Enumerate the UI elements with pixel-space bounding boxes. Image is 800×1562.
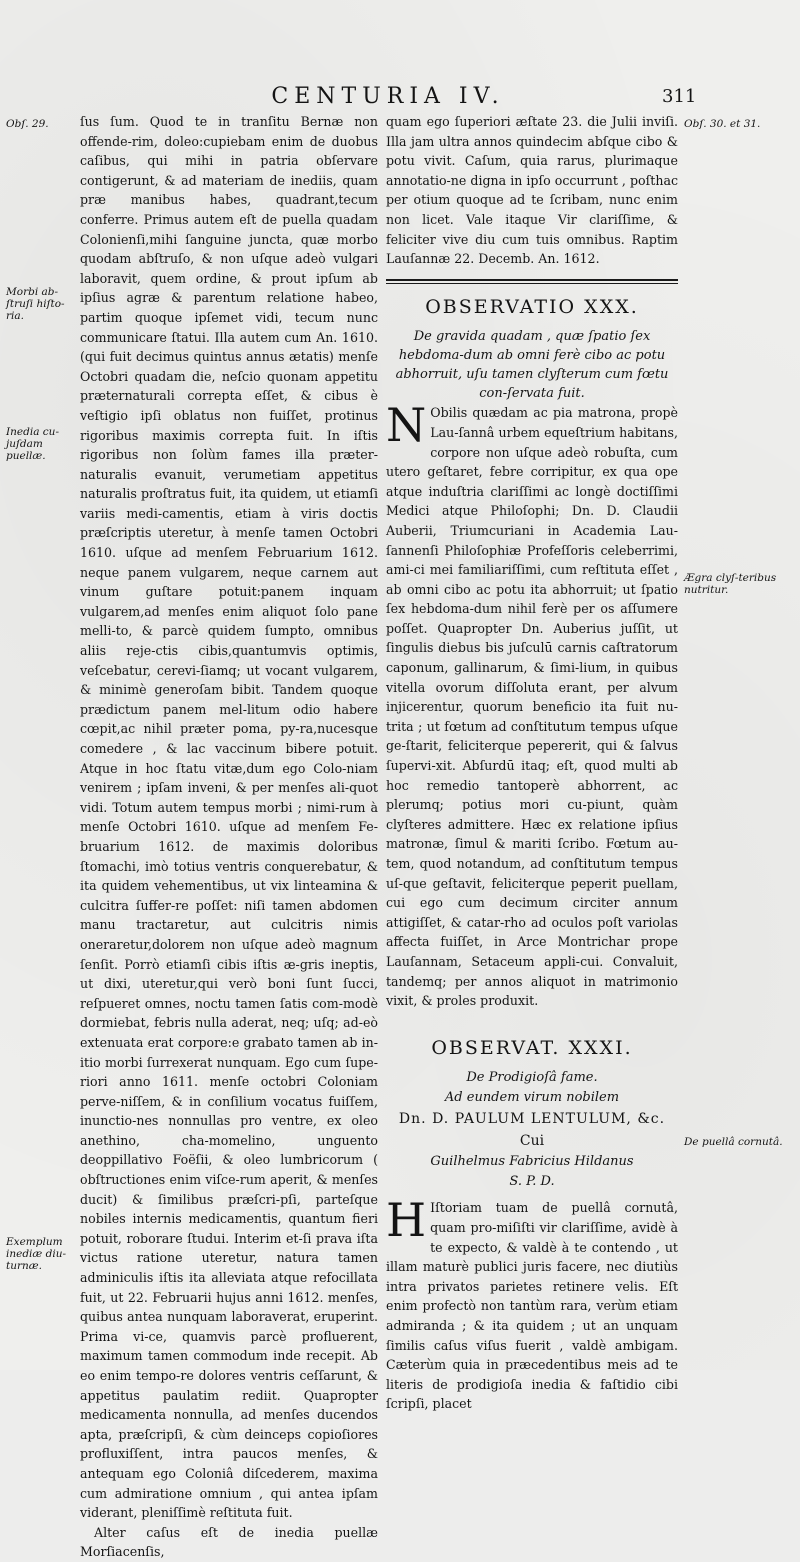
letter-closing: quam ego ſuperiori æſtate 23. die Julii inviſi. Illa jam ultra annos quindecim abſque cibo & potu vivit. Caſum, quia rarus, plurimaque annotatio-ne digna in ipſo occurrunt , poſthac per otium quoque ad te ſcribam, nunc enim non licet. Vale itaque Vir clariſſime, & feliciter vive diu cum tuis omnibus. Raptim Lauſannæ 22. Decemb. An. 1612. (386, 114, 678, 267)
left-column (80, 112, 378, 1560)
observation-31-body (386, 1193, 678, 1414)
dropcap-h: H (386, 1193, 427, 1248)
section-rule (386, 279, 678, 281)
dedication-line-1: Ad eundem virum nobilem (444, 1090, 620, 1106)
left-paragraph-main: ſus ſum. Quod te in tranſitu Bernæ non offende-rim, doleo:cupiebam enim de duobus caſibus, qui mihi in patria obſervare contigerunt, & ad materiam de inediis, quam præ manibus habes, quadrant,tecum conferre. Primus autem eſt de puella quadam Colonienſi,mihi ſanguine juncta, quæ morbo quodam abſtruſo, & non uſque adeò vulgari laboravit, quem ordine, & prout ipſum ab ipſius agræ & parentum relatione habeo, partim quoque ipſemet vidi, tecum nunc communicare ſtatui. Illa autem cum An. 1610. (qui fuit decimus quintus annus ætatis) menſe Octobri quadam die, neſcio quonam appetitu præternaturali correpta eſſet, & cibus è veſtigio ipſi oblatus non fuiſſet, protinus rigoribus maximis correpta fuit. In iſtis rigoribus non ſolùm fames illa præter-naturalis evanuit, verumetiam appetitus naturalis proſtratus fuit, ita quidem, ut etiamſi variis medi-camentis, etiam à viris doctis præſcriptis uteretur, à menſe tamen Octobri 1610. uſque ad menſem Februarium 1612. neque panem vulgarem, neque carnem aut vinum guſtare potuit:panem inquam vulgarem,ad menſes enim aliquot ſolo pane melli-to, & parcè quidem ſumpto, omnibus aliis reje-ctis cibis,quantumvis optimis, veſcebatur, cerevi-ſiamq; ut vocant vulgarem, & minimè generoſam bibit. Tandem quoque prædictum panem mel-litum odio habere cœpit,ac nihil præter poma, py-ra,nucesque comedere , & lac vaccinum bibere potuit. Atque in hoc ſtatu vitæ,dum ego Colo-niam venirem ; ipſam inveni, & per menſes ali-quot vidi. Totum autem tempus morbi ; nimi-rum à menſe Octobri 1610. uſque ad menſem Fe-bruarium 1612. de maximis doloribus ſtomachi, imò totius ventris conquerebatur, & ita quidem vehementibus, ut vix linteamina & culcitra ſuffer-re poſſet: niſi tamen abdomen manu tractaretur, aut culcitris nimis oneraretur,dolorem non uſque adeò magnum ſenſit. Porrò etiamſi cibis iſtis æ-gris ineptis, ut dixi, uteretur,qui verò boni ſunt ſucci, reſpueret omnes, noctu tamen ſatis com-modè dormiebat, febris nulla aderat, neq; uſq; ad-eò extenuata erat corpore:e grabato tamen ab in-itio morbi ſurrexerat nunquam. Ego cum ſupe-riori anno 1611. menſe octobri Coloniam perve-niſſem, & in conſilium vocatus fuiſſem, inunctio-nes nonnullas pro ventre, ex oleo anethino, cha-momelino, unguento deoppillativo Foëſii, & oleo lumbricorum ( obſtructiones enim viſce-rum aperit, & menſes ducit) & ſimilibus præſcri-pſi, parteſque nobiles internis medicamentis, quantum fieri potuit, roborare ſtudui. Interim et-ſi prava iſta victus ratione uteretur, natura tamen adminiculis iſtis ita alleviata atque refocillata fuit, ut 22. Februarii hujus anni 1612. menſes, quibus antea nunquam laboraverat, eruperint. Prima vi-ce, quamvis parcè profluerent, maximum tamen commodum inde recepit. Ab eo enim tempo-re dolores ventris ceſſarunt, & appetitus paulatim rediit. Quapropter medicamenta nonnulla, ad menſes ducendos apta, præſcripſi, & cùm deinceps copioſiores profluxiſſent, intra paucos menſes, & antequam ego Coloniâ diſcederem, maxima cum admiratione omnium , qui antea ipſam viderant, pleniſſimè reſtituta fuit. (80, 114, 378, 1521)
observation-30-heading: OBSERVATIO XXX. (425, 295, 639, 318)
margin-note-puella-cornuta: De puellâ cornutâ. (684, 1136, 783, 1148)
left-paragraph-second: Alter caſus eſt de inedia puellæ Morſiacenſis, (80, 1524, 378, 1560)
margin-note-aegra: Ægra clyſ-teribus nutritur. (684, 572, 777, 596)
page-number: 311 (662, 86, 697, 107)
observation-31-heading: OBSERVAT. XXXI. (431, 1036, 633, 1059)
margin-note-morbi: Morbi ab-ſtruſi hiſto-ria. (6, 286, 65, 322)
observation-31-text: Iſtoriam tuam de puellâ cornutâ, quam pro-miſiſti vir clariſſime, avidè à te expecto, & valdè à te contendo , ut illam maturè publici juris facere, nec diutiùs intra privatos parietes retinere velis. Eſt enim profectò non tantùm rara, verùm etiam admiranda ; & ita quidem ; ut an unquam ſimilis caſus viſus fuerit , valdè ambigam. Cæterùm quia in præcedentibus meis ad te literis de prodigioſa inedia & faſtidio cibi ſcripſi, placet (386, 1200, 678, 1412)
dropcap-n: N (386, 398, 427, 453)
salutation: S. P. D. (509, 1174, 555, 1190)
section-rule-thin (386, 283, 678, 284)
margin-note-obs-29: Obſ. 29. (6, 118, 49, 130)
margin-note-exemplum: Exemplum inediæ diu-turnæ. (6, 1236, 67, 1272)
observation-30-title: De gravida quadam , quæ ſpatio ſex hebdoma-dum ab omni ferè cibo ac potu abhorruit, uſu tamen clyſterum cum fœtu con-ſervata fuit. (395, 329, 669, 402)
dedication-cui: Cui (519, 1133, 545, 1150)
observation-30-body (386, 398, 678, 1010)
observation-31-title: De Prodigioſâ fame. (466, 1070, 598, 1086)
observation-30-text: Obilis quædam ac pia matrona, propè Lau-ſannâ urbem equeſtrium habitans, corpore non uſque adeò robuſta, cum utero geſtaret, febre corripitur, ex qua ope atque induſtria clariſſimi ac longè doctiſſimi Medici atque Philoſophi; Dn. D. Claudii Auberii, Triumcuriani in Academia Lau-ſannenſi Philoſophiæ Profeſſoris celeberrimi, ami-ci mei familiariſſimi, cum reſtituta eſſet , ab omni cibo ac potu ita abhorruit; ut ſpatio ſex hebdoma-dum nihil ferè per os aſſumere poſſet. Quapropter Dn. Auberius juſſit, ut ſingulis diebus bis juſculū carnis caſtratorum caponum, gallinarum, & ſimi-lium, in quibus vitella ovorum diſſoluta erant, per alvum injicerentur, quorum beneficio ita fuit nu-trita ; ut fœtum ad conſtitutum tempus uſque ge-ſtarit, feliciterque pepererit, qui & ſalvus ſupervi-xit. Abſurdū itaq; eſt, quod multi ab hoc remedio tantoperè abhorrent, ac plerumq; potius mori cu-piunt, quàm clyſteres admittere. Hæc ex relatione ipſius matronæ, ſimul & mariti ſcribo. Fœtum au-tem, quod notandum, ad conſtitutum tempus uſ-que geſtavit, feliciterque peperit puellam, cui ego cum decimum circiter annum attigiſſet, & catar-rho ad oculos poſt variolas affecta fuiſſet, in Arce Montrichar prope Lauſannam, Setaceum appli-cui. Convaluit, tandemq; per annos aliquot in matrimonio vixit, & proles produxit. (386, 405, 678, 1009)
margin-note-obs-30-31: Obſ. 30. et 31. (684, 118, 761, 130)
right-column (386, 112, 678, 1412)
dedication-line-2: Dn. D. PAULUM LENTULUM, &c. (398, 1111, 666, 1128)
margin-note-inedia: Inedia cu-juſdam puellæ. (6, 426, 59, 462)
author-name: Guilhelmus Fabricius Hildanus (430, 1154, 634, 1170)
running-head: CENTURIA IV. (271, 84, 505, 109)
